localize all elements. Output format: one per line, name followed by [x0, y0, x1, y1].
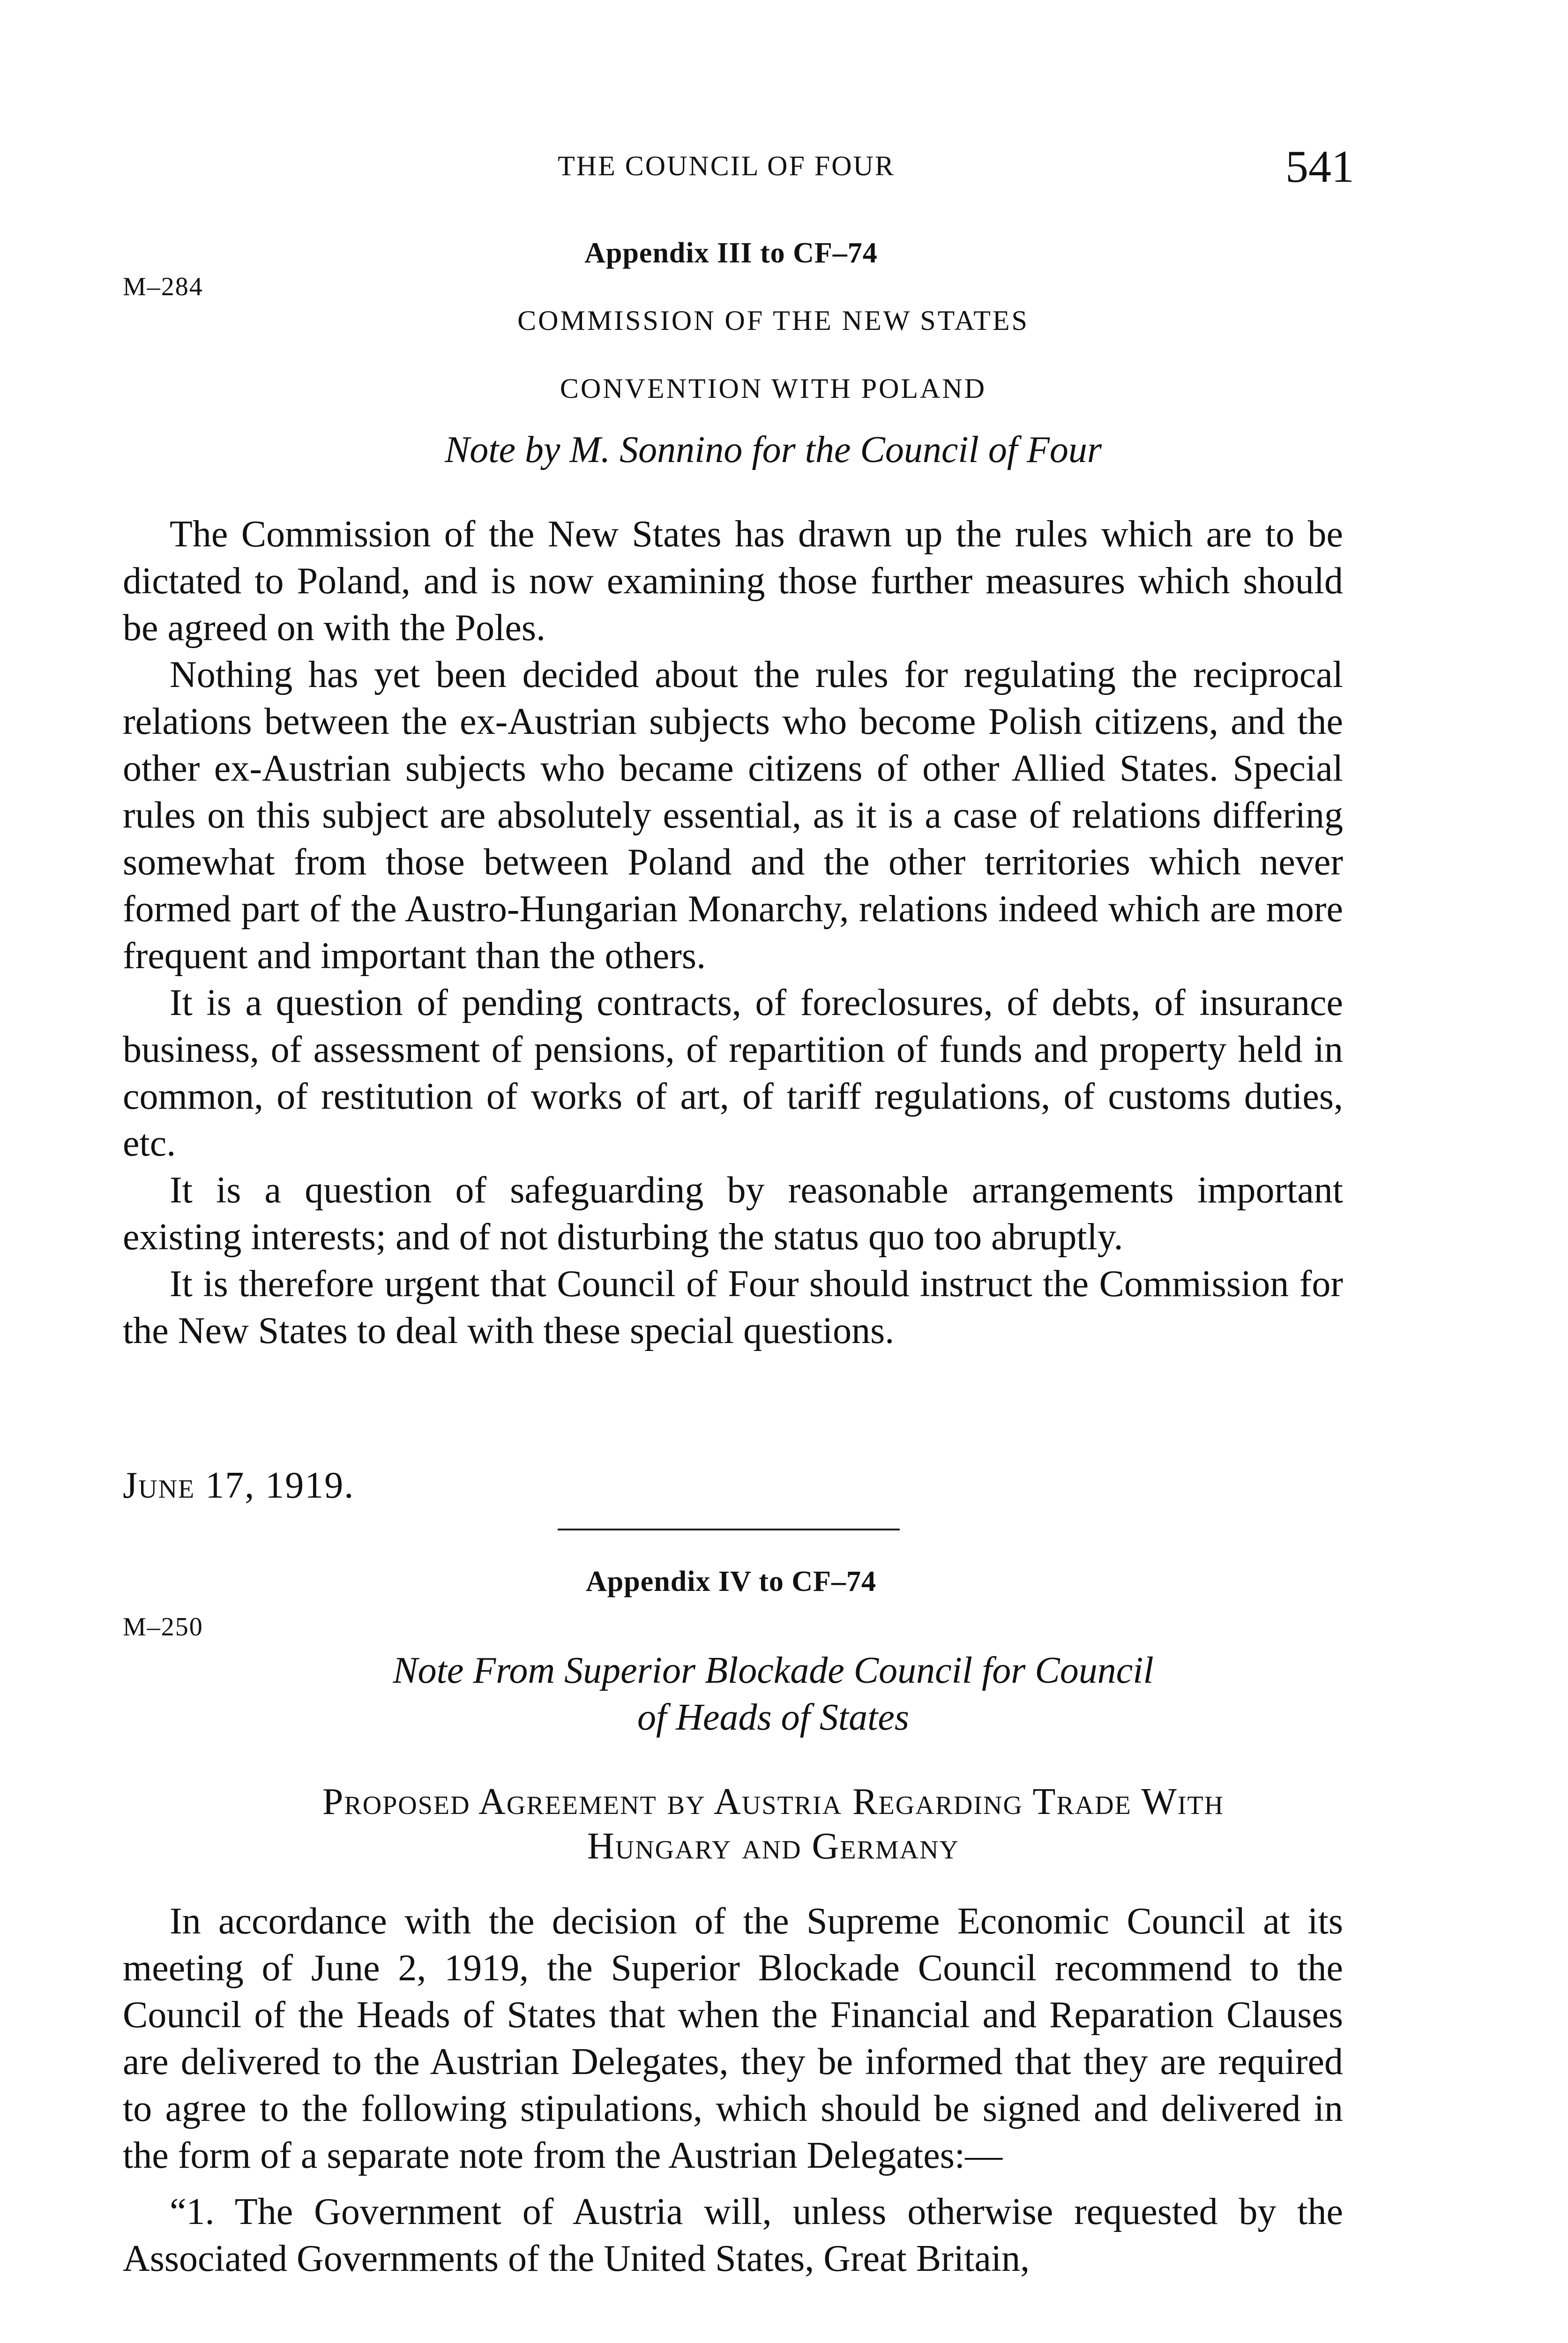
- paragraph: “1. The Government of Austria will, unless otherwise requested by the Associated Governments of the United States, Great Britain,: [123, 2191, 1343, 2279]
- section1-body: [123, 511, 1343, 1354]
- convention-heading: CONVENTION WITH POLAND: [560, 373, 987, 404]
- agreement-heading-line1: Proposed Agreement by Austria Regarding Trade With: [322, 1781, 1225, 1822]
- appendix-iv-title: Appendix IV to CF–74: [585, 1566, 877, 1597]
- agreement-heading-line2: Hungary and Germany: [587, 1826, 959, 1867]
- section-divider: [558, 1529, 900, 1530]
- blockade-note-title-line2: of Heads of States: [637, 1697, 909, 1738]
- running-head: THE COUNCIL OF FOUR: [558, 150, 895, 181]
- paragraph: It is therefore urgent that Council of Four should instruct the Commission for the New States to deal with these special questions.: [123, 1263, 1343, 1351]
- page-number: 541: [1285, 142, 1354, 192]
- appendix-iii-title: Appendix III to CF–74: [584, 237, 878, 269]
- commission-heading: COMMISSION OF THE NEW STATES: [517, 305, 1029, 336]
- section2-body: [123, 1898, 1343, 2282]
- document-code-m284: M–284: [123, 272, 203, 301]
- paragraph: The Commission of the New States has drawn up the rules which are to be dictated to Poland, and is now examining those further measures which should be agreed on with the Poles.: [123, 514, 1343, 649]
- paragraph: It is a question of safeguarding by reasonable arrangements important existing interests; and of not disturbing the status quo too abruptly.: [123, 1170, 1343, 1258]
- paragraph: Nothing has yet been decided about the rules for regulating the reciprocal relations between the ex-Austrian subjects who become Polish citizens, and the other ex-Austrian subjects who became citizens of other Allied States. Special rules on this subject are absolutely essential, as it is a case of relations differing somewhat from those between Poland and the other territories which never formed part of the Austro-Hungarian Monarchy, relations indeed which are more frequent and important than the others.: [123, 654, 1343, 977]
- blockade-note-title-line1: Note From Superior Blockade Council for Council: [393, 1650, 1154, 1691]
- document-code-m250: M–250: [123, 1612, 203, 1642]
- dateline: June 17, 1919.: [123, 1465, 355, 1506]
- paragraph: It is a question of pending contracts, of foreclosures, of debts, of insurance business, of assessment of pensions, of repartition of funds and property held in common, of restitution of works of art, of tariff regulations, of customs duties, etc.: [123, 982, 1343, 1164]
- sonnino-note-title: Note by M. Sonnino for the Council of Four: [444, 429, 1102, 470]
- paragraph: In accordance with the decision of the Supreme Economic Council at its meeting of June 2, 1919, the Superior Blockade Council recommend to the Council of the Heads of States that when the Financial and Reparation Clauses are delivered to the Austrian Delegates, they be informed that they are required to agree to the following stipulations, which should be signed and delivered in the form of a separate note from the Austrian Delegates:—: [123, 1901, 1343, 2176]
